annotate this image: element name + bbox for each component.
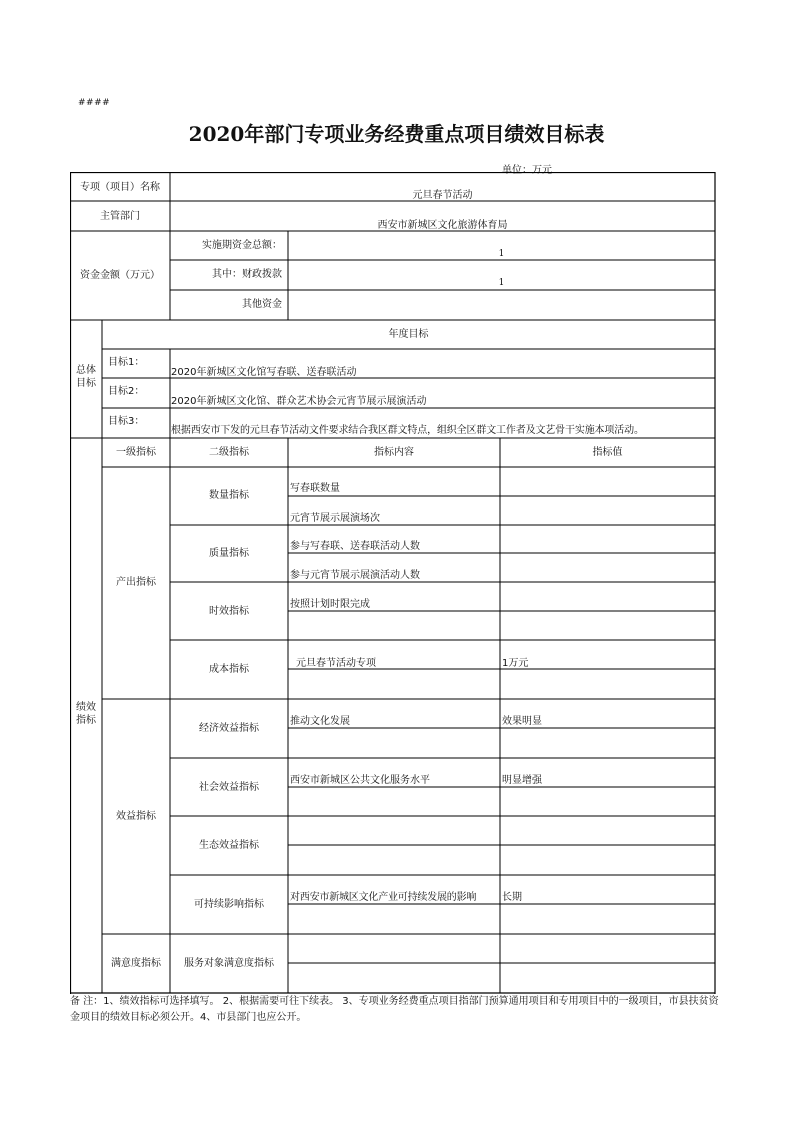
goal-text-3: 根据西安市下发的元旦春节活动文件要求结合我区群文特点，组织全区群文工作者及文艺骨干实施本项活动。 [171,425,644,436]
other-funds-label: 其他资金 [242,299,282,310]
quality-indicator-label: 质量指标 [209,548,249,559]
fiscal-funds-value: 1 [498,278,505,288]
service-satisfaction-label: 服务对象满意度指标 [184,958,274,969]
benefit-indicator-label: 效益指标 [116,811,156,822]
page-title: 2020年部门专项业务经费重点项目绩效目标表 [188,122,605,146]
cost-value-1: 1万元 [502,658,529,669]
ecological-benefit-label: 生态效益指标 [199,840,259,851]
goal-text-2: 2020年新城区文化馆、群众艺术协会元宵节展示展演活动 [171,396,427,407]
header-level2: 二级指标 [209,447,249,458]
social-benefit-label: 社会效益指标 [199,782,259,793]
footnotes: 备 注：1、绩效指标可选择填写。 2、根据需要可往下续表。 3、专项业务经费重点项目指部门预算通用项目和专用项目中的一级项目，市县扶贫资金项目的绩效目标必须公开。4、市县部门也应公开。 [70,996,719,1023]
header-content: 指标内容 [374,447,414,458]
economic-value-1: 效果明显 [502,716,542,727]
cost-content-1: 元旦春节活动专项 [296,658,376,669]
goal-label-3: 目标3： [108,416,145,427]
fiscal-funds-label: 其中：财政拨款 [212,269,282,280]
timeliness-content-1: 按照计划时限完成 [290,599,370,610]
unit-label: 单位：万元 [502,165,552,176]
sustainable-content-1: 对西安市新城区文化产业可持续发展的影响 [290,892,477,903]
timeliness-indicator-label: 时效指标 [209,606,249,617]
sustainable-impact-label: 可持续影响指标 [194,899,264,910]
quality-content-1: 参与写春联、送春联活动人数 [290,541,420,552]
economic-benefit-label: 经济效益指标 [199,723,259,734]
header-value: 指标值 [592,447,623,458]
quantity-content-2: 元宵节展示展演场次 [290,513,380,524]
header-level1: 一级指标 [116,447,156,458]
quantity-content-1: 写春联数量 [290,483,340,494]
goal-label-2: 目标2： [108,386,145,397]
quantity-indicator-label: 数量指标 [209,490,249,501]
goal-text-1: 2020年新城区文化馆写春联、送春联活动 [171,367,357,378]
sustainable-value-1: 长期 [502,892,522,903]
hash-mark: #### [78,98,111,108]
total-funds-value: 1 [498,249,505,259]
performance-label: 绩效指标 [76,702,96,726]
overall-goal-label: 总体目标 [76,365,96,389]
project-name-value: 元旦春节活动 [412,190,473,201]
annual-goal-header: 年度目标 [388,329,429,340]
social-content-1: 西安市新城区公共文化服务水平 [290,775,430,786]
goal-label-1: 目标1： [108,357,145,368]
satisfaction-indicator-label: 满意度指标 [111,958,161,969]
project-name-label: 专项（项目）名称 [80,182,160,193]
social-value-1: 明显增强 [502,775,542,786]
funds-label: 资金金额（万元） [80,270,160,281]
economic-content-1: 推动文化发展 [290,716,350,727]
department-label: 主管部门 [100,211,140,222]
cost-indicator-label: 成本指标 [209,664,249,675]
total-funds-label: 实施期资金总额： [202,240,282,251]
output-indicator-label: 产出指标 [116,577,156,588]
quality-content-2: 参与元宵节展示展演活动人数 [290,570,420,581]
department-value: 西安市新城区文化旅游体育局 [377,220,508,231]
